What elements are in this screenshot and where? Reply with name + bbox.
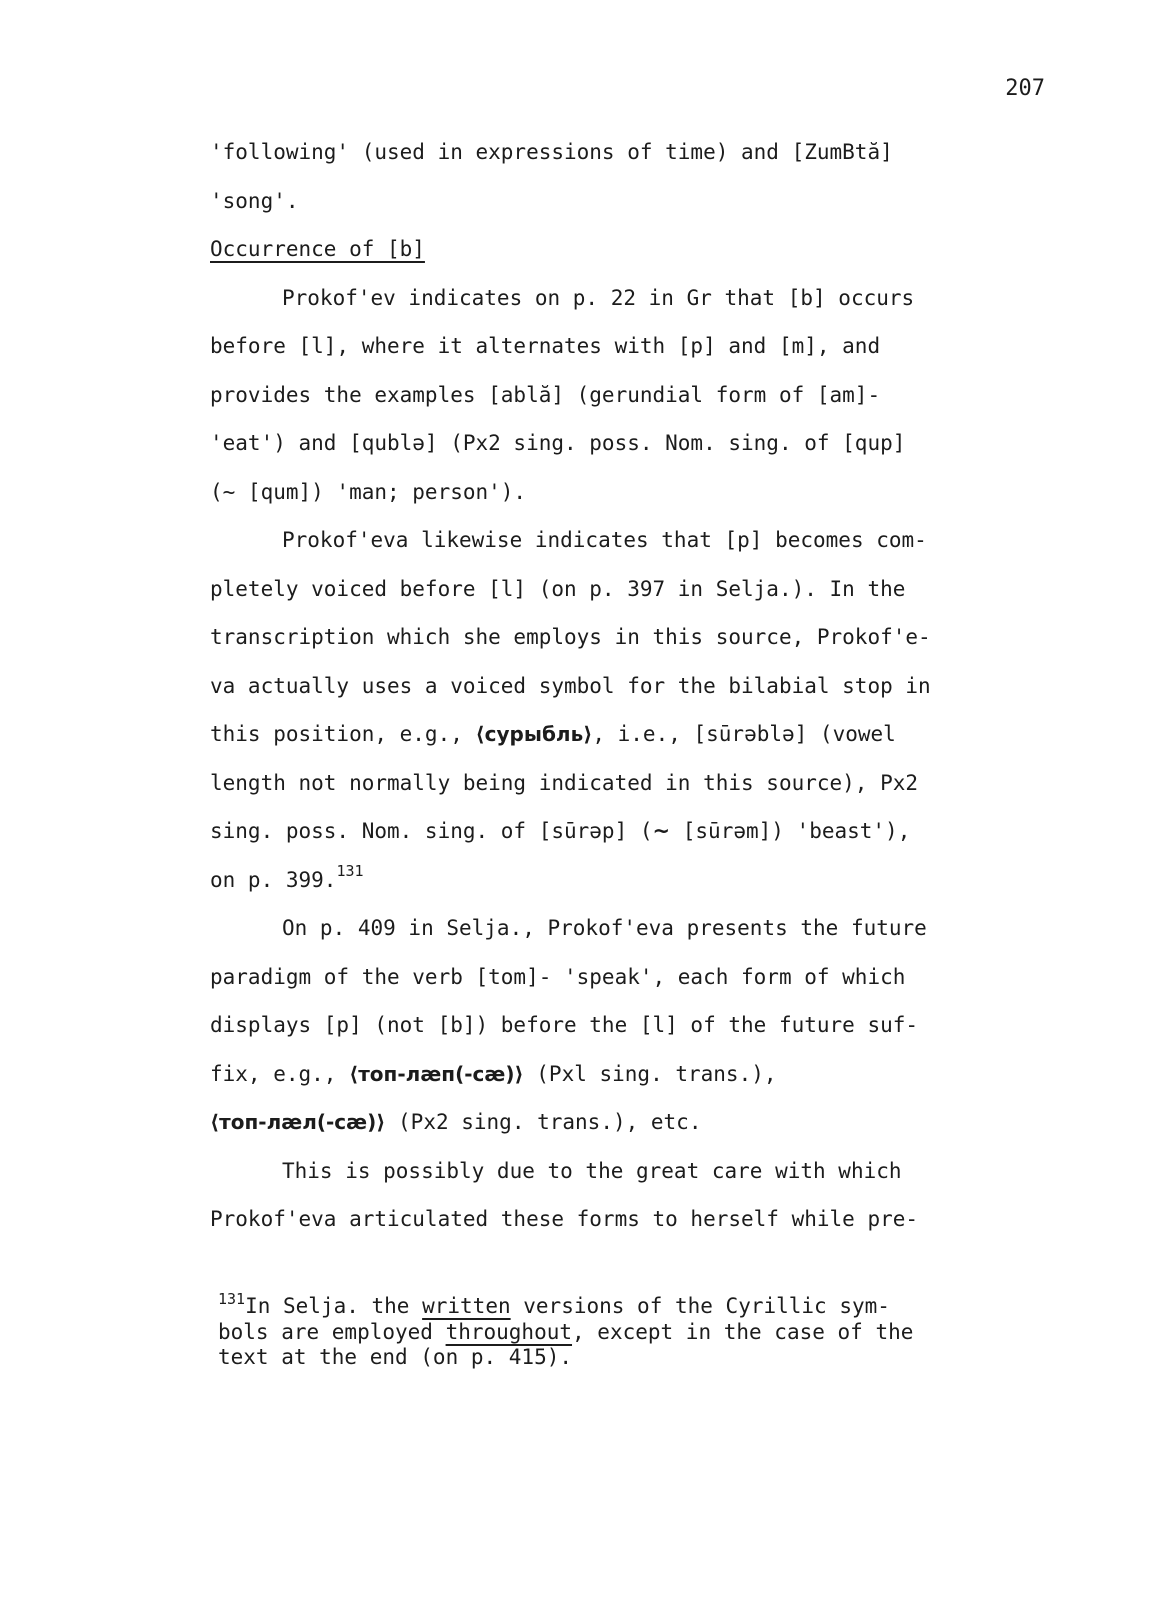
footnote-line: text at the end (on p. 415). [218, 1345, 573, 1369]
text-span: (Px2 sing. trans.), etc. [385, 1110, 702, 1134]
text-line: 'following' (used in expressions of time) and [ZumBtă] [210, 140, 893, 164]
emphasis: written [422, 1294, 511, 1318]
text-line [210, 807, 1040, 856]
text-span: bols are employed [218, 1319, 446, 1344]
emphasis: throughout [445, 1319, 573, 1344]
footnote-reference: 131 [336, 861, 364, 880]
section-heading-text: Occurrence of [b] [210, 237, 425, 261]
text-line: provides the examples [ablă] (gerundial form of [am]- [210, 382, 881, 407]
text-span: [sūrəm]) 'beast'), [670, 819, 911, 843]
cyrillic-form: ⟨сурыбль⟩ [475, 722, 593, 746]
text-line: displays [p] (not [b]) before the [l] of the future suf- [210, 1013, 919, 1037]
text-line: before [l], where it alternates with [p] and [m], and [210, 334, 881, 358]
text-line: (~ [qum]) 'man; person'). [210, 479, 527, 504]
cyrillic-form: ⟨топ-лæл(-сæ)⟩ [210, 1110, 386, 1134]
footnote [218, 1290, 1048, 1371]
text-line: Prokof'eva articulated these forms to herself while pre- [210, 1207, 919, 1231]
text-line: length not normally being indicated in this source), Px2 [210, 770, 919, 795]
text-span: , i.e., [sūrəblə] (vowel [592, 722, 896, 746]
text-line [210, 710, 1040, 759]
text-span: on p. 399. [210, 867, 337, 892]
text-line: Prokof'eva likewise indicates that [p] becomes com- [282, 528, 927, 552]
text-line: transcription which she employs in this source, Prokof'e- [210, 625, 931, 649]
page-number: 207 [1005, 76, 1045, 101]
text-span: , except in the case of the [572, 1319, 914, 1344]
text-line [210, 1098, 1040, 1147]
text-span: fix, e.g., [210, 1061, 350, 1086]
section-heading [210, 225, 1040, 274]
cyrillic-form: ⟨топ-лæп(-сæ)⟩ [349, 1061, 524, 1086]
text-span: In Selja. the [245, 1294, 423, 1318]
text-span: (Pxl sing. trans.), [523, 1061, 777, 1086]
text-line: Prokof'ev indicates on p. 22 in Gr that [b] occurs [282, 285, 915, 310]
text-line: This is possibly due to the great care with which [282, 1158, 902, 1183]
footnote-line [218, 1290, 1048, 1320]
text-span: this position, e.g., [210, 722, 476, 746]
text-span: sing. poss. Nom. sing. of [sūrəp] ( [210, 819, 653, 843]
text-span: versions of the Cyrillic sym- [510, 1294, 890, 1318]
text-line [210, 1050, 1040, 1099]
text-line: va actually uses a voiced symbol for the bilabial stop in [210, 673, 931, 698]
text-line: paradigm of the verb [tom]- 'speak', each form of which [210, 964, 906, 989]
footnote-mark: 131 [218, 1290, 246, 1308]
text-line: On p. 409 in Selja., Prokof'eva presents the future [282, 916, 927, 940]
footnote-line [218, 1320, 1048, 1346]
tilde-symbol: ~ [652, 819, 671, 843]
text-line: 'song'. [210, 188, 299, 213]
text-line: 'eat') and [qublə] (Px2 sing. poss. Nom. sing. of [qup] [210, 431, 906, 455]
text-line: pletely voiced before [l] (on p. 397 in Selja.). In the [210, 576, 906, 601]
text-line [210, 856, 1040, 905]
body-text [210, 128, 1040, 1244]
